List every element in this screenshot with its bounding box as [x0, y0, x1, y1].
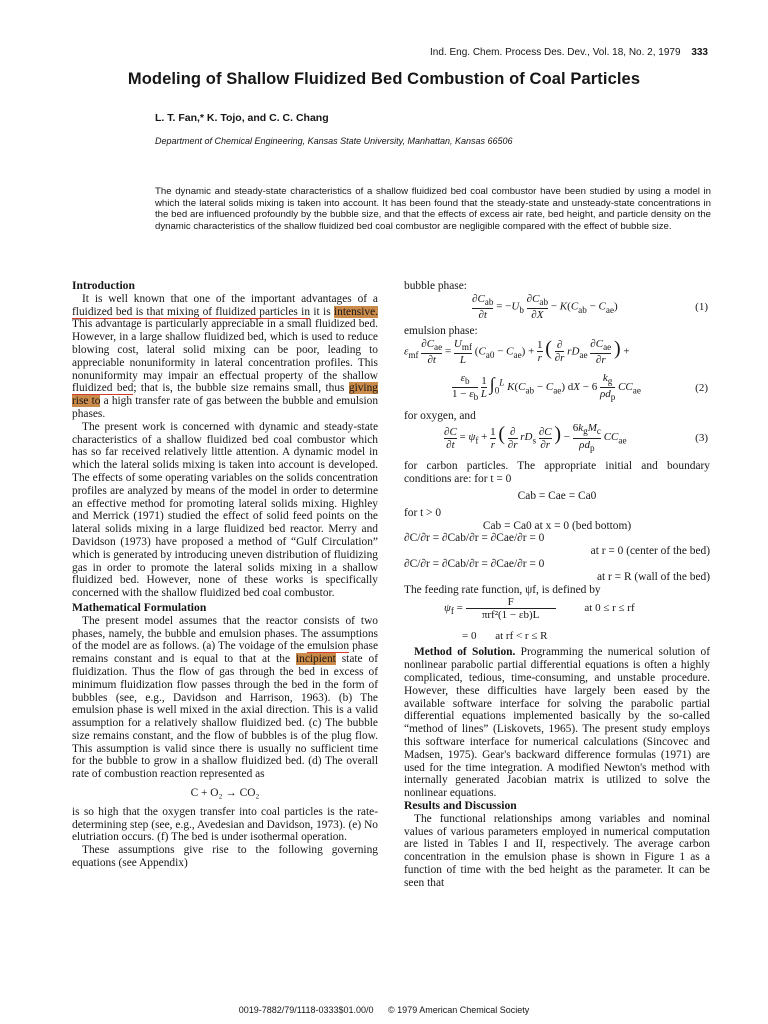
affiliation: Department of Chemical Engineering, Kansas State University, Manhattan, Kansas 66506 — [155, 136, 513, 146]
feeding-rate-equation: $\psi_f$ = $\frac{F}{\text{πrf²(1 − εb)L}}$ at 0 ≤ r ≤ rf — [444, 596, 635, 622]
bubble-phase-label: bubble phase: — [404, 280, 467, 292]
authors: L. T. Fan,* K. Tojo, and C. C. Chang — [155, 112, 329, 124]
left-column — [72, 280, 378, 870]
paper-title: Modeling of Shallow Fluidized Bed Combustion of Coal Particles — [127, 70, 641, 88]
math-paragraph-1: The present model assumes that the reactor consists of two phases, namely, the bubble and emulsion phases. The assumptions of the model are as follows. (a) The voidage of the emulsion phase remains constant and is equal to that at the incipient state of fluidization. Thus the flow of gas through the bed in excess of minimum fluidization flow passes through the bed in the form of bubbles (see, e.g., Davidson and Harrison, 1963). (b) The emulsion phase is well mixed in the axial direction. This is a valid assumption for a relatively shallow fluidized bed. (c) The bubble size remains constant, and the flow of bubbles is of the plug flow. This assumption is valid since there is usually no sufficient time for the bubble to grow in a shallow fluidized bed. (d) The overall rate of combustion reaction represented as — [72, 614, 379, 781]
underlined-text: fluidized bed — [72, 382, 134, 395]
equation-1: $\frac{\partial C_{ab}}{\partial t}$ = $-U_b$ $\frac{\partial C_{ab}}{\partial X}$ − $K(C_{ab} - C_{ae})$ (1) — [472, 292, 708, 321]
highlight-giving-rise-to[interactable]: giving rise to — [72, 382, 378, 408]
running-head — [430, 47, 708, 58]
combustion-reaction: C + O₂ → CO₂ — [190, 787, 260, 800]
math-paragraph-2: is so high that the oxygen transfer into coal particles is the rate-determining step (see, e.g., Avedesian and Davidson, 1973). (e) No elutriation occurs. (f) The bed is under isothermal operation. — [72, 805, 378, 844]
boundary-condition-2-location: at r = 0 (center of the bed) — [590, 545, 710, 558]
boundary-condition-3: ∂C/∂r = ∂Cab/∂r = ∂Cae/∂r = 0 — [404, 557, 545, 570]
footer — [0, 1005, 768, 1015]
highlight-incipient[interactable]: incipient — [295, 653, 336, 666]
feeding-rate-zero: = 0 at rf < r ≤ R — [462, 630, 548, 643]
equation-3: $\frac{\partial C}{\partial t}$ = $\psi_f$ + $\frac{1}{r}$ ( $\frac{\partial}{\partial r}$ $rD_s$ $\frac{\partial C}{\partial r}$ ) − $\frac{6k_gM_c}{\rho d_p}$ $CC_{ae}$ (3) — [444, 422, 708, 453]
intro-paragraph-2: The present work is concerned with dynamic and steady-state characteristics of a shallow fluidized bed coal combustor which has so far received relatively little attention. A dynamic model in which the lateral solids mixing is taken into account is developed. The effects of some operating variables on the solids concentration profiles are analyzed by means of the model in order to determine an effective method for promoting lateral solids mixing. Highley and Merrick (1971) studied the effect of solid feed points on the lateral solids mixing in a large fluidized bed reactor. Merry and Davidson (1973) have proposed a method of “Gulf Circulation” which is generated by introducing uneven distribution of fluidizing gas in order to promote the lateral solids mixing in a shallow fluidized bed. However, none of these works is specifically concerned with the shallow fluidized bed coal combustor. — [72, 420, 378, 600]
boundary-condition-3-location: at r = R (wall of the bed) — [596, 570, 710, 583]
highlight-intensive[interactable]: intensive. — [334, 305, 378, 318]
boundary-condition-2: ∂C/∂r = ∂Cab/∂r = ∂Cae/∂r = 0 — [404, 532, 545, 545]
abstract: The dynamic and steady-state characteristics of a shallow fluidized bed coal combustor have been studied by using a model in which the lateral solids mixing is taken into account. It has been found that the steady-state and unsteady-state concentrations in the bed are influenced profoundly by the bubble size, and that the effects of excess air rate, bed height, and particle density on the dynamic characteristics of the shallow fluidized bed coal combustor are negligible compared with the effect of bubble size. — [155, 186, 711, 232]
underlined-text: emulsion — [307, 640, 350, 653]
method-of-solution-paragraph: Method of Solution. Programming the numerical solution of nonlinear parabolic partial differential equations is often a highly complicated, tedious, time-consuming, and unstable procedure. However, these difficulties have largely been eased by the available software interface for solving the parabolic partial differential equations implemented basically by the so-called “method of lines” (Liskovets, 1965). The present study employs this software interface for numerical calculations (Sincovec and Madsen, 1975). Gear's backward difference formulas (1971) are used for the time integration. A modified Newton's method with internally generated Jacobian matrix is utilized to solve the nonlinear equations. — [404, 646, 710, 800]
for-t-label: for t > 0 — [404, 506, 442, 519]
oxygen-label: for oxygen, and — [404, 409, 476, 422]
footer-copyright: © 1979 American Chemical Society — [388, 1005, 530, 1015]
equation-2: $\varepsilon_{mf}$ $\frac{\partial C_{ae}}{\partial t}$ = $\frac{U_{mf}}{L}$ $(C_{a0} - C_{ae})$ + $\frac{1}{r}$ ( $\frac{\partial}{\partial r}$ $rD_{ae}$ $\frac{\partial C_{ae}}{\partial r}$ ) + $\frac{\varepsilon_b}{1 - \varepsilon_b}$ $\frac{1}{L}$ $\int_0^L$ $K(C_{ab} - C_{ae})$ dX − 6 $\frac{k_g}{\rho d_p}$ $CC_{ae}$ (2) — [404, 337, 708, 402]
footer-code: 0019-7882/79/1118-0333$01.00/0 — [238, 1005, 374, 1015]
initial-condition: Cab = Cae = Ca0 — [517, 489, 597, 502]
feeding-rate-text: The feeding rate function, ψf, is defined by — [404, 583, 601, 596]
math-formulation-heading: Mathematical Formulation — [72, 600, 207, 614]
intro-paragraph-1: It is well known that one of the important advantages of a fluidized bed is that mixing of fluidized particles in it is intensive. This advantage is particularly appreciable in a small fluidized bed. However, in a large shallow fluidized bed, which is used to reduce blowing cost, lateral solid mixing can be poor, leading to appreciable nonuniformity in lateral concentration profiles. This nonuniformity may impair an effectual property of the shallow fluidized bed; that is, the bubble size remains small, thus giving rise to a high transfer rate of gas between the bubble and emulsion phases. — [72, 292, 379, 420]
journal-citation: Ind. Eng. Chem. Process Des. Dev., Vol. 18, No. 2, 1979 — [430, 47, 681, 58]
results-paragraph: The functional relationships among variables and nominal values of various parameters employed in numerical computation are listed in Tables I and II, respectively. The average carbon concentration in the emulsion phase is shown in Figure 1 as a function of time with the bed height as the parameter. It can be seen that — [404, 812, 710, 889]
page-number: 333 — [691, 47, 708, 58]
results-heading: Results and Discussion — [404, 798, 517, 812]
math-paragraph-3: These assumptions give rise to the following governing equations (see Appendix) — [72, 844, 378, 870]
boundary-condition-1: Cab = Ca0 at x = 0 (bed bottom) — [482, 519, 632, 532]
carbon-text: for carbon particles. The appropriate initial and boundary conditions are: for t = 0 — [404, 460, 710, 486]
introduction-heading: Introduction — [72, 279, 135, 292]
right-column — [404, 280, 710, 890]
underlined-text: fluidized bed is that mixing of fluidized particles in — [72, 305, 311, 318]
emulsion-phase-label: emulsion phase: — [404, 324, 478, 337]
